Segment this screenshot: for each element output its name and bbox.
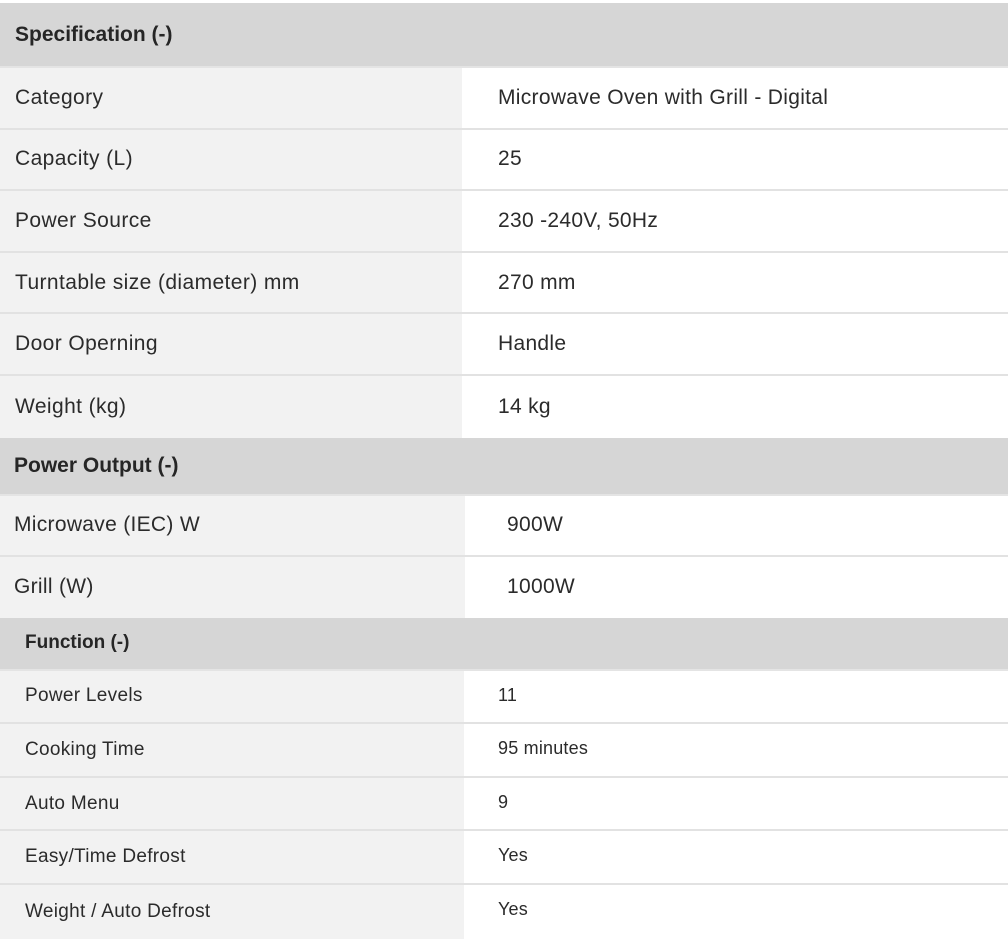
section-header-function[interactable]: Function (-) [0, 618, 1008, 671]
row-value: 270 mm [462, 253, 1008, 313]
row-label: Weight / Auto Defrost [0, 885, 464, 939]
spec-row-auto-menu [0, 778, 1008, 832]
section-header-specification[interactable]: Specification (-) [0, 3, 1008, 68]
row-label: Category [0, 68, 462, 128]
row-value: 25 [462, 130, 1008, 190]
spec-row-power-source [0, 191, 1008, 253]
spec-row-capacity [0, 130, 1008, 192]
spec-row-microwave-power [0, 496, 1008, 557]
row-value: 95 minutes [464, 724, 1008, 776]
spec-row-grill-power [0, 557, 1008, 618]
row-label: Power Source [0, 191, 462, 251]
row-label: Grill (W) [0, 557, 465, 618]
row-value: Yes [464, 885, 1008, 939]
row-label: Weight (kg) [0, 376, 462, 438]
row-label: Microwave (IEC) W [0, 496, 465, 555]
row-value: Yes [464, 831, 1008, 883]
row-label: Auto Menu [0, 778, 464, 830]
row-value: 9 [464, 778, 1008, 830]
spec-row-easy-time-defrost [0, 831, 1008, 885]
row-value: 1000W [465, 557, 1008, 618]
row-value: 11 [464, 671, 1008, 723]
row-value: 900W [465, 496, 1008, 555]
section-header-power-output[interactable]: Power Output (-) [0, 438, 1008, 496]
row-label: Power Levels [0, 671, 464, 723]
spec-row-cooking-time [0, 724, 1008, 778]
spec-row-category [0, 68, 1008, 130]
specification-table [0, 3, 1008, 939]
spec-row-weight-auto-defrost [0, 885, 1008, 939]
spec-row-door-opening [0, 314, 1008, 376]
row-label: Capacity (L) [0, 130, 462, 190]
spec-row-weight [0, 376, 1008, 438]
section-power-output [0, 438, 1008, 618]
row-label: Turntable size (diameter) mm [0, 253, 462, 313]
row-value: 14 kg [462, 376, 1008, 438]
row-label: Door Operning [0, 314, 462, 374]
row-label: Easy/Time Defrost [0, 831, 464, 883]
row-value: 230 -240V, 50Hz [462, 191, 1008, 251]
row-value: Microwave Oven with Grill - Digital [462, 68, 1008, 128]
row-value: Handle [462, 314, 1008, 374]
section-specification [0, 3, 1008, 438]
spec-row-turntable-size [0, 253, 1008, 315]
spec-row-power-levels [0, 671, 1008, 725]
row-label: Cooking Time [0, 724, 464, 776]
section-function [0, 618, 1008, 939]
